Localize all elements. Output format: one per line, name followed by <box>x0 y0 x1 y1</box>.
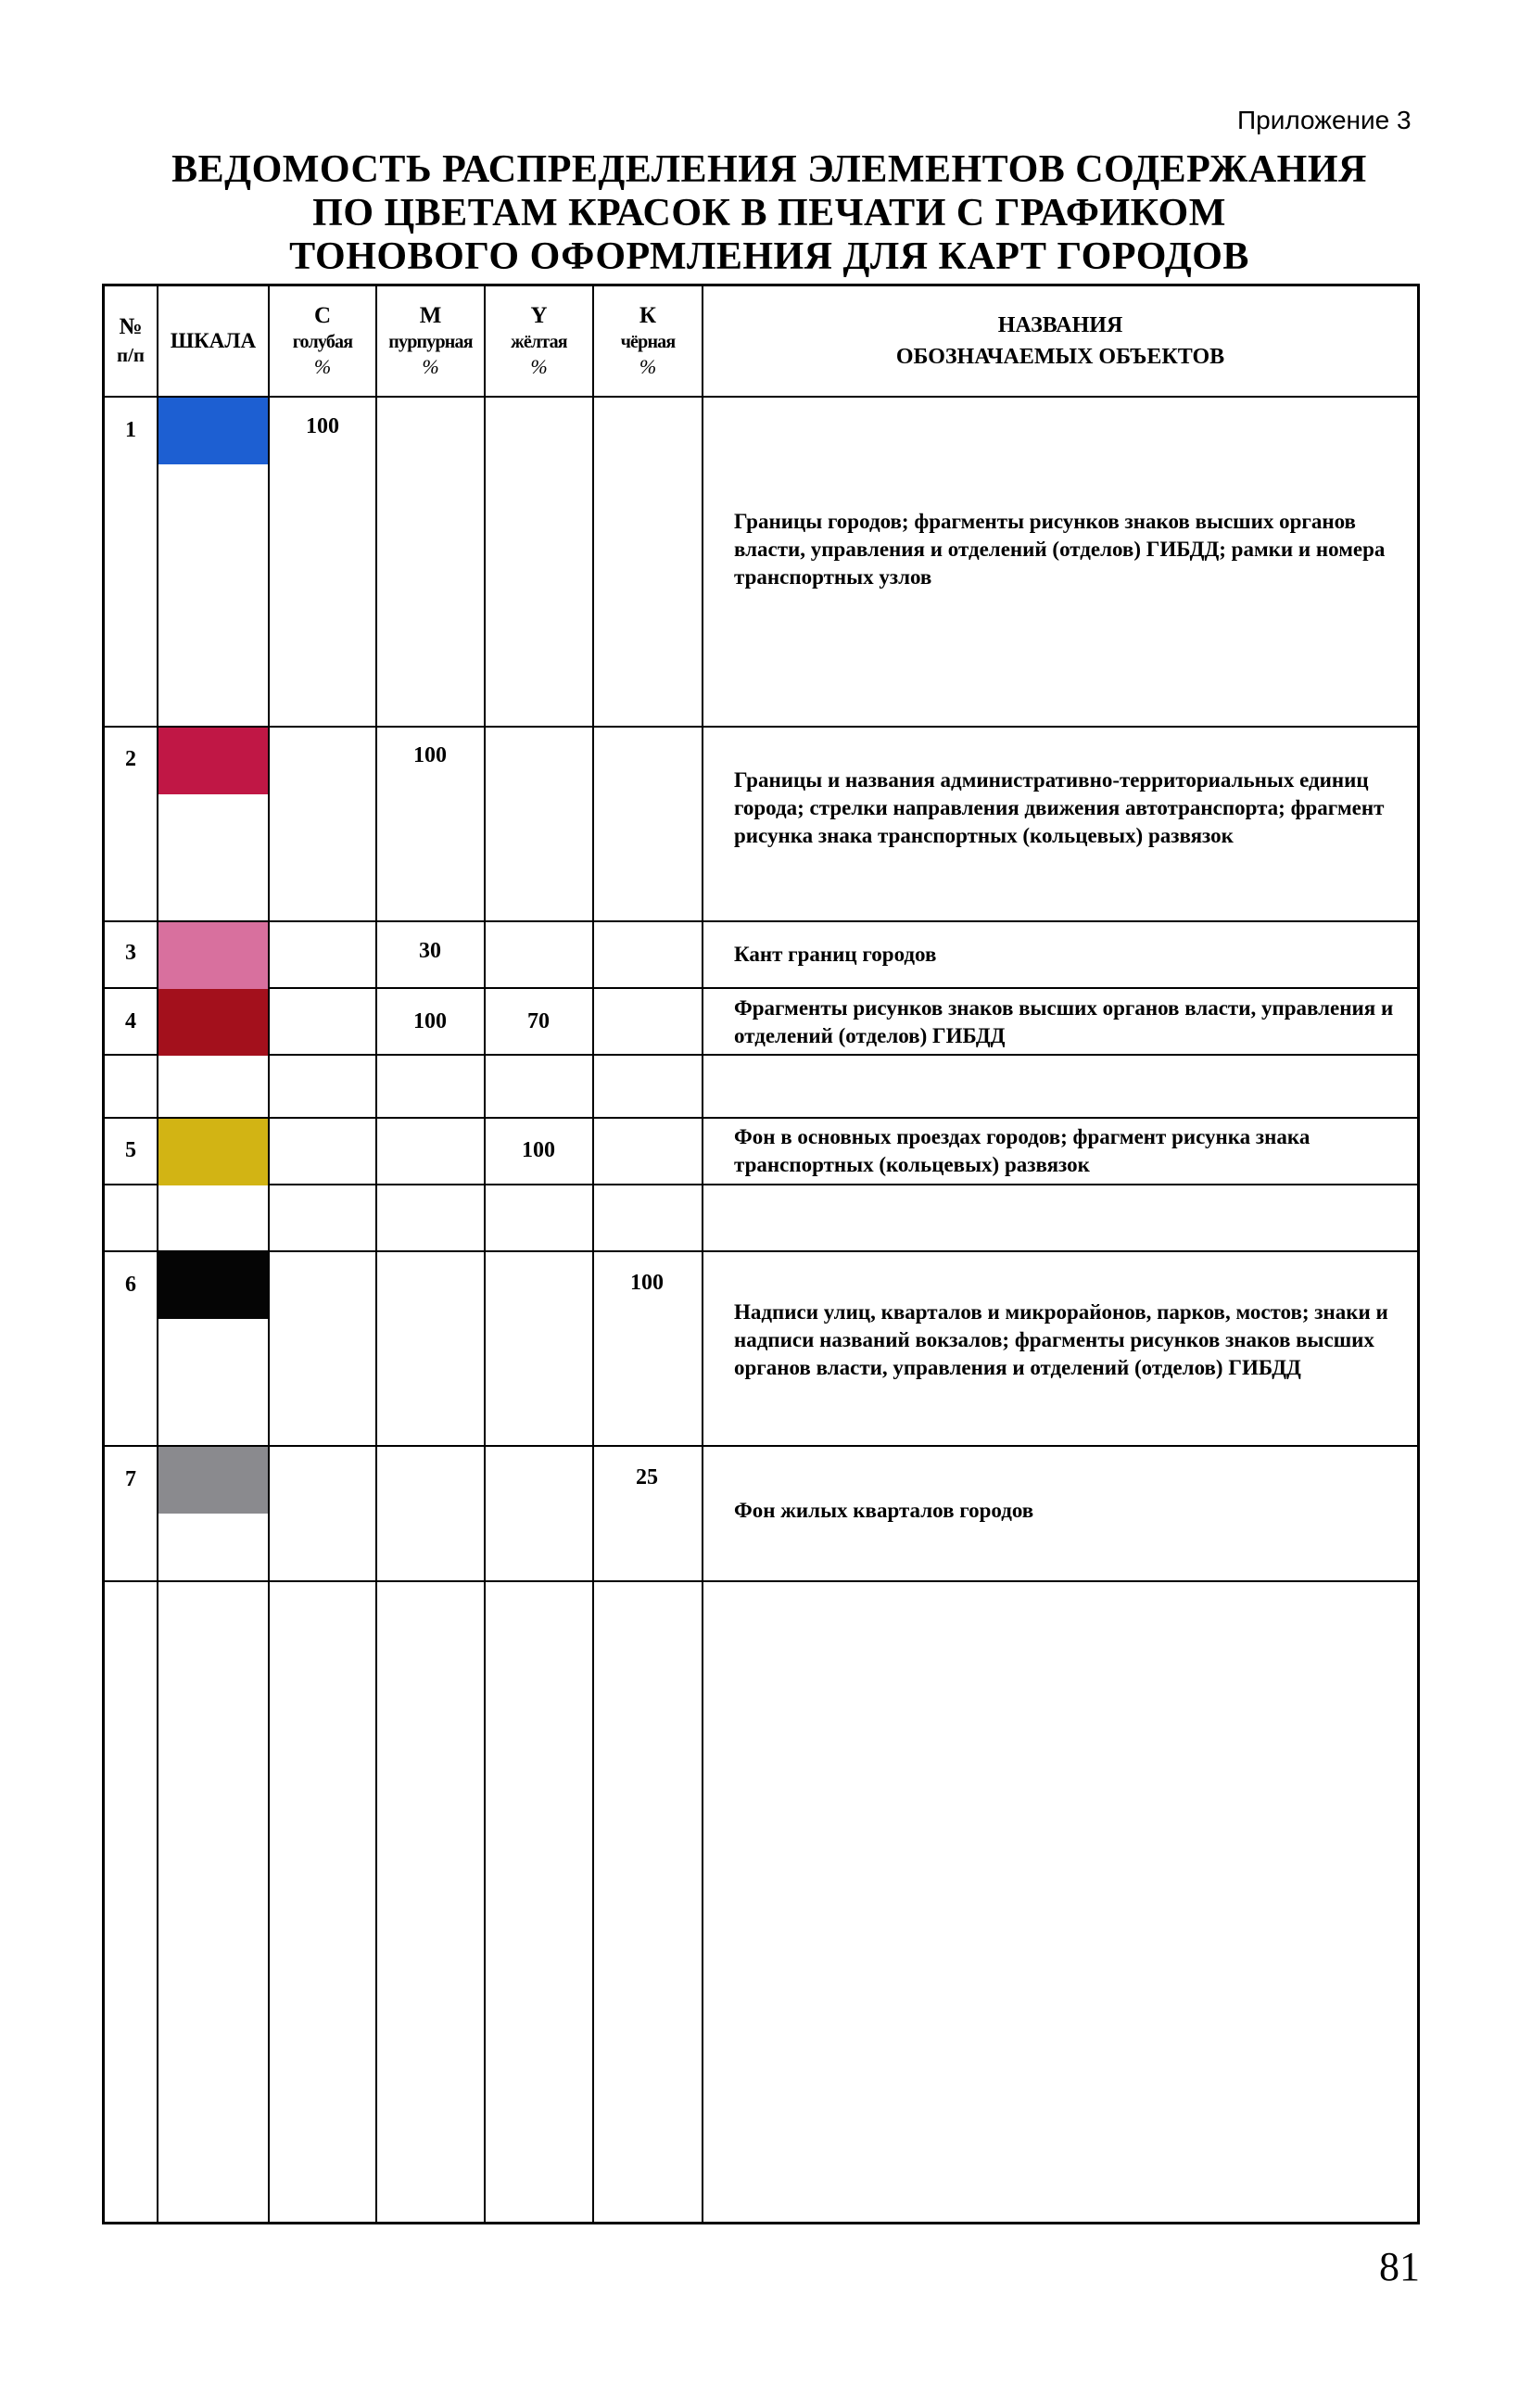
header-magenta-percent: % <box>422 355 439 378</box>
header-yellow-letter: Y <box>530 303 548 328</box>
header-number-abbr: п/п <box>116 344 146 366</box>
object-description: Границы городов; фрагменты рисунков знаков высших органов власти, управления и отделений (отделов) ГИБДД; рамки и номера транспортных узлов <box>734 510 1386 589</box>
color-swatch <box>158 922 268 989</box>
header-yellow-percent: % <box>530 355 548 378</box>
row-number: 1 <box>125 418 136 442</box>
header-scale <box>158 286 268 396</box>
title-line: ПО ЦВЕТАМ КРАСОК В ПЕЧАТИ С ГРАФИКОМ <box>312 192 1226 234</box>
row-divider <box>105 987 1417 989</box>
document-title <box>130 148 1409 279</box>
header-scale-label: ШКАЛА <box>170 329 257 352</box>
title-line: ВЕДОМОСТЬ РАСПРЕДЕЛЕНИЯ ЭЛЕМЕНТОВ СОДЕРЖАНИЯ <box>171 148 1367 191</box>
header-yellow-name: жёлтая <box>511 332 567 352</box>
row-divider <box>105 1117 1417 1119</box>
row-divider <box>105 1445 1417 1447</box>
yellow-value: 70 <box>527 1009 550 1033</box>
color-distribution-table <box>102 284 1420 2224</box>
header-names-line1: НАЗВАНИЯ <box>997 313 1123 337</box>
header-object-names <box>703 286 1417 396</box>
object-description: Кант границ городов <box>734 943 937 966</box>
appendix-label: Приложение 3 <box>1237 106 1412 134</box>
header-magenta-name: пурпурная <box>388 332 473 352</box>
header-magenta-letter: М <box>419 303 442 328</box>
header-number <box>105 286 157 396</box>
header-yellow <box>486 286 592 396</box>
object-description: Границы и названия административно-территориальных единиц города; стрелки направления движения автотранспорта; фрагмент рисунка знака транспортных (кольцевых) развязок <box>734 768 1385 847</box>
color-swatch <box>158 398 268 464</box>
row-number: 6 <box>125 1273 136 1297</box>
column-divider <box>375 286 377 2222</box>
row-divider <box>105 1250 1417 1252</box>
color-swatch <box>158 989 268 1056</box>
header-black-name: чёрная <box>620 332 676 352</box>
color-swatch <box>158 1119 268 1185</box>
magenta-value: 100 <box>413 743 447 767</box>
row-divider <box>105 1580 1417 1582</box>
row-number: 3 <box>125 941 136 965</box>
header-names-line2: ОБОЗНАЧАЕМЫХ ОБЪЕКТОВ <box>895 345 1225 369</box>
magenta-value: 100 <box>413 1009 447 1033</box>
black-value: 100 <box>630 1271 664 1295</box>
magenta-value: 30 <box>419 939 441 963</box>
row-divider <box>105 920 1417 922</box>
row-number: 2 <box>125 747 136 771</box>
color-swatch <box>158 1447 268 1514</box>
header-black <box>594 286 702 396</box>
row-number: 4 <box>125 1009 136 1033</box>
color-swatch <box>158 728 268 794</box>
header-cyan-name: голубая <box>292 332 353 352</box>
column-divider <box>702 286 703 2222</box>
row-divider <box>105 1184 1417 1185</box>
title-line: ТОНОВОГО ОФОРМЛЕНИЯ ДЛЯ КАРТ ГОРОДОВ <box>289 235 1249 278</box>
column-divider <box>592 286 594 2222</box>
black-value: 25 <box>636 1465 658 1489</box>
header-number-symbol: № <box>119 314 143 339</box>
color-swatch <box>158 1252 268 1319</box>
cyan-value: 100 <box>306 414 339 438</box>
row-divider <box>105 726 1417 728</box>
header-black-letter: К <box>639 303 657 328</box>
yellow-value: 100 <box>522 1138 555 1162</box>
header-magenta <box>377 286 484 396</box>
header-cyan-letter: С <box>313 303 332 328</box>
page-number: 81 <box>1379 2244 1420 2289</box>
column-divider <box>268 286 270 2222</box>
header-cyan-percent: % <box>313 355 332 378</box>
row-number: 5 <box>125 1138 136 1162</box>
row-divider <box>105 1054 1417 1056</box>
object-description: Фон жилых кварталов городов <box>734 1499 1034 1522</box>
object-description: Фрагменты рисунков знаков высших органов власти, управления и отделений (отделов) ГИБДД <box>734 996 1394 1047</box>
header-cyan <box>270 286 375 396</box>
row-divider <box>105 396 1417 398</box>
row-number: 7 <box>125 1467 136 1491</box>
column-divider <box>484 286 486 2222</box>
object-description: Надписи улиц, кварталов и микрорайонов, парков, мостов; знаки и надписи названий вокзалов; фрагменты рисунков знаков высших органов власти, управления и отделений (отделов) ГИБДД <box>734 1300 1388 1379</box>
header-black-percent: % <box>639 355 657 378</box>
object-description: Фон в основных проездах городов; фрагмент рисунка знака транспортных (кольцевых) развязок <box>734 1125 1310 1176</box>
